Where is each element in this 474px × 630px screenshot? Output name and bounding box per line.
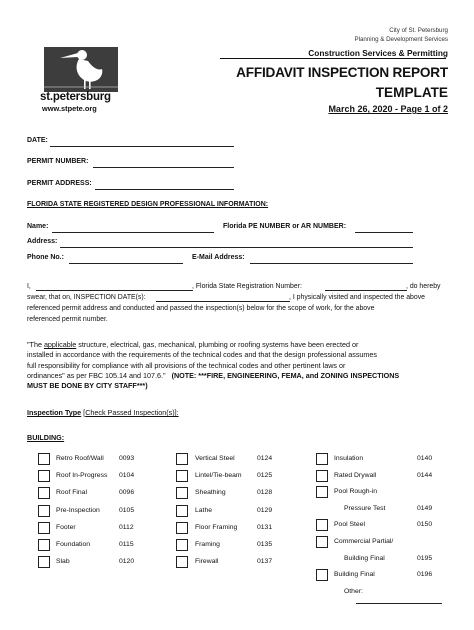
name-label: Name: — [27, 223, 49, 230]
declarant-name-field[interactable] — [36, 290, 193, 291]
quote-line4: ordinances" as per FBC 105.14 and 107.6." — [27, 370, 166, 380]
inspection-label: Commercial Partial/ — [334, 538, 394, 545]
inspection-code: 0115 — [119, 541, 134, 548]
header-rule — [220, 58, 446, 59]
email-label: E-Mail Address: — [192, 254, 245, 261]
inspection-label: Pool Steel — [334, 521, 365, 529]
pe-number-label: Florida PE NUMBER or AR NUMBER: — [223, 223, 347, 230]
inspection-checkbox[interactable] — [38, 556, 50, 568]
inspection-code: 0104 — [119, 472, 135, 480]
inspection-label: Building Final — [334, 571, 375, 579]
inspection-code: 0195 — [417, 554, 433, 562]
department-name: Planning & Development Services — [354, 36, 448, 43]
statement-line3: referenced permit address and conducted and passed the inspection(s) below for the scope of work, for the above — [27, 305, 375, 312]
quote-applicable: applicable — [43, 340, 77, 349]
inspection-checkbox[interactable] — [176, 453, 188, 465]
quote-note-end: MUST BE DONE BY CITY STAFF***) — [27, 381, 148, 391]
email-field[interactable] — [250, 263, 413, 264]
document-title: AFFIDAVIT INSPECTION REPORT — [236, 65, 448, 80]
inspection-label: Retro Roof/Wall — [56, 455, 104, 462]
inspection-code: 0131 — [257, 523, 273, 531]
statement-registration-label: , Florida State Registration Number: — [192, 283, 302, 290]
inspection-label: Vertical Steel — [195, 455, 235, 462]
inspection-code: 0125 — [257, 472, 273, 480]
inspection-checkbox[interactable] — [38, 470, 50, 482]
inspection-label: Framing — [195, 541, 220, 548]
inspection-code: 0120 — [119, 558, 135, 566]
inspection-label: Foundation — [56, 541, 91, 548]
inspection-checkbox[interactable] — [316, 486, 328, 498]
building-heading: BUILDING: — [27, 433, 65, 442]
inspection-checkbox[interactable] — [316, 536, 328, 548]
date-label: DATE: — [27, 137, 48, 144]
inspection-checkbox[interactable] — [38, 487, 50, 499]
inspection-checkbox[interactable] — [176, 505, 188, 517]
inspection-label: Slab — [56, 558, 70, 566]
logo-url: www.stpete.org — [42, 104, 97, 113]
city-name: City of St. Petersburg — [389, 27, 448, 34]
inspection-label: Floor Framing — [195, 523, 238, 531]
other-field[interactable] — [356, 603, 442, 604]
inspection-label: Insulation — [334, 455, 364, 462]
inspection-label: Roof Final — [56, 489, 87, 497]
inspection-code: 0137 — [257, 558, 273, 566]
inspection-code: 0129 — [257, 506, 273, 514]
inspection-label: Roof In-Progress — [56, 472, 108, 480]
professional-heading: FLORIDA STATE REGISTERED DESIGN PROFESSIONAL INFORMATION: — [27, 201, 269, 208]
quote-line2: installed in accordance with the requirements of the technical codes and that the design professional assumes — [27, 350, 377, 360]
inspection-code: 0140 — [417, 455, 433, 462]
document-title-line2: TEMPLATE — [375, 85, 448, 100]
inspection-label: Firewall — [195, 558, 219, 566]
inspection-code: 0096 — [119, 489, 135, 497]
inspection-label: Building Final — [344, 554, 385, 562]
inspection-type-heading — [27, 408, 179, 417]
registration-number-field[interactable] — [325, 290, 407, 291]
inspection-code: 0135 — [257, 541, 273, 548]
quote-line1: structure, electrical, gas, mechanical, plumbing or roofing systems have been erected or — [76, 340, 359, 349]
inspection-label: Other: — [344, 587, 363, 595]
permit-number-field[interactable] — [93, 167, 234, 168]
inspection-checkbox[interactable] — [316, 519, 328, 531]
inspection-checkbox[interactable] — [316, 453, 328, 465]
date-field[interactable] — [50, 146, 234, 147]
inspection-checkbox[interactable] — [176, 539, 188, 551]
logo-wordmark: st.petersburg — [40, 91, 111, 103]
address-label: Address: — [27, 238, 58, 245]
statement-i: I, — [27, 283, 31, 290]
address-field[interactable] — [60, 247, 413, 248]
inspection-code: 0196 — [417, 571, 433, 579]
phone-label: Phone No.: — [27, 254, 64, 261]
inspection-code: 0128 — [257, 489, 273, 497]
inspection-checkbox[interactable] — [316, 569, 328, 581]
inspection-checkbox[interactable] — [38, 505, 50, 517]
inspection-type-bracket: [ — [81, 408, 86, 417]
inspection-code: 0093 — [119, 455, 135, 462]
phone-field[interactable] — [69, 263, 183, 264]
statement-inspection-dates-label: swear, that on, INSPECTION DATE(s): — [27, 294, 146, 301]
inspection-code: 0124 — [257, 455, 273, 462]
compliance-quote — [27, 340, 452, 391]
inspection-checkbox[interactable] — [38, 539, 50, 551]
quote-line3: full responsibility for compliance with all provisions of the technical codes and other pertinent laws or — [27, 360, 346, 370]
statement-visited: , I physically visited and inspected the above — [289, 294, 425, 301]
inspection-label: Lintel/Tie-beam — [195, 472, 242, 480]
inspection-label: Lathe — [195, 506, 213, 514]
quote-open: "The — [27, 340, 44, 349]
date-page-indicator: March 26, 2020 - Page 1 of 2 — [328, 104, 448, 114]
inspection-label: Rated Drywall — [334, 471, 377, 479]
inspection-checkbox[interactable] — [176, 556, 188, 568]
inspection-dates-field[interactable] — [156, 301, 290, 302]
inspection-code: 0144 — [417, 471, 433, 479]
permit-address-field[interactable] — [95, 189, 234, 190]
statement-line4: referenced permit number. — [27, 316, 108, 323]
inspection-checkbox[interactable] — [176, 522, 188, 534]
inspection-code: 0149 — [417, 504, 433, 512]
inspection-checkbox[interactable] — [176, 487, 188, 499]
inspection-code: 0105 — [119, 506, 135, 514]
inspection-type-label: Inspection Type — [27, 408, 82, 417]
inspection-checkbox[interactable] — [176, 470, 188, 482]
pe-number-field[interactable] — [355, 232, 413, 233]
inspection-code: 0112 — [119, 523, 134, 531]
permit-address-label: PERMIT ADDRESS: — [27, 180, 92, 187]
inspection-label: Sheathing — [195, 489, 226, 497]
name-field[interactable] — [52, 232, 214, 233]
quote-note: (NOTE: ***FIRE, ENGINEERING, FEMA, and ZONING INSPECTIONS — [171, 370, 400, 380]
permit-number-label: PERMIT NUMBER: — [27, 158, 89, 165]
inspection-checkbox[interactable] — [38, 522, 50, 534]
city-logo — [44, 47, 118, 92]
inspection-code: 0150 — [417, 521, 433, 529]
statement-hereby: , do hereby — [406, 283, 441, 290]
division-name: Construction Services & Permitting — [308, 48, 448, 58]
inspection-checkbox[interactable] — [316, 470, 328, 482]
inspection-label: Pre-Inspection — [56, 506, 100, 514]
inspection-label: Pressure Test — [344, 504, 386, 512]
inspection-type-hint: Check Passed Inspection(s)]: — [85, 408, 179, 417]
inspection-label: Pool Rough-in — [334, 488, 378, 496]
inspection-checkbox[interactable] — [38, 453, 50, 465]
inspection-label: Footer — [56, 523, 76, 531]
